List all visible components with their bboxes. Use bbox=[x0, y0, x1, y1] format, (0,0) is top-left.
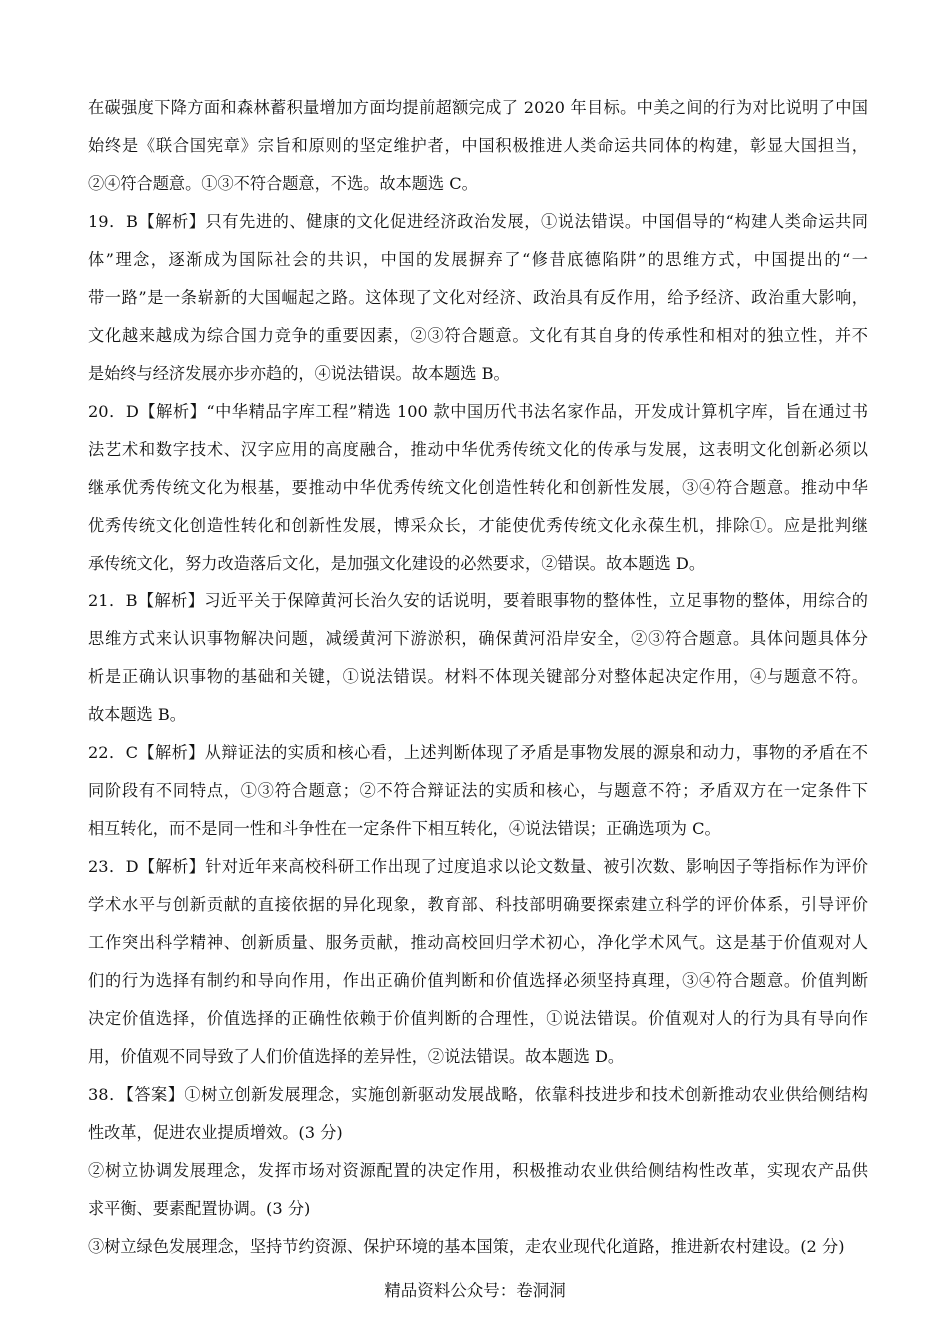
text-line: ③树立绿色发展理念，坚持节约资源、保护环境的基本国策，走农业现代化道路，推进新农村建设。(2 分) bbox=[88, 1237, 845, 1256]
question-23-line: 23．D【解析】针对近年来高校科研工作出现了过度追求以论文数量、被引次数、影响因子等指标作为评价 bbox=[88, 857, 868, 876]
text-line: 是始终与经济发展亦步亦趋的，④说法错误。故本题选 B。 bbox=[88, 364, 510, 383]
text-line: ②树立协调发展理念，发挥市场对资源配置的决定作用，积极推动农业供给侧结构性改革，实现农产品供 bbox=[88, 1161, 868, 1180]
text-line: ②④符合题意。①③不符合题意，不选。故本题选 C。 bbox=[88, 174, 478, 193]
text-line: 在碳强度下降方面和森林蓄积量增加方面均提前超额完成了 2020 年目标。中美之间的行为对比说明了中国 bbox=[88, 98, 868, 117]
text-line: 性改革，促进农业提质增效。(3 分) bbox=[88, 1123, 343, 1142]
question-19-line: 19．B【解析】只有先进的、健康的文化促进经济政治发展，①说法错误。中国倡导的“构建人类命运共同 bbox=[88, 212, 868, 231]
text-line: 体”理念，逐渐成为国际社会的共识，中国的发展摒弃了“修昔底德陷阱”的思维方式，中国提出的“一 bbox=[88, 250, 868, 269]
page-footer: 精品资料公众号：卷洞洞 bbox=[384, 1281, 566, 1300]
text-line: 同阶段有不同特点，①③符合题意；②不符合辩证法的实质和核心，与题意不符；矛盾双方在一定条件下 bbox=[88, 781, 868, 800]
text-line: 始终是《联合国宪章》宗旨和原则的坚定维护者，中国积极推进人类命运共同体的构建，彰显大国担当， bbox=[88, 136, 868, 155]
text-line: 工作突出科学精神、创新质量、服务贡献，推动高校回归学术初心，净化学术风气。这是基于价值观对人 bbox=[88, 933, 868, 952]
text-line: 承传统文化，努力改造落后文化，是加强文化建设的必然要求，②错误。故本题选 D。 bbox=[88, 554, 706, 573]
text-line: 求平衡、要素配置协调。(3 分) bbox=[88, 1199, 311, 1218]
question-38-line: 38．【答案】①树立创新发展理念，实施创新驱动发展战略，依靠科技进步和技术创新推动农业供给侧结构 bbox=[88, 1085, 868, 1104]
question-21-line: 21．B【解析】习近平关于保障黄河长治久安的话说明，要着眼事物的整体性，立足事物的整体，用综合的 bbox=[88, 591, 868, 610]
question-22-line: 22．C【解析】从辩证法的实质和核心看，上述判断体现了矛盾是事物发展的源泉和动力，事物的矛盾在不 bbox=[88, 743, 868, 762]
text-line: 决定价值选择，价值选择的正确性依赖于价值判断的合理性，①说法错误。价值观对人的行为具有导向作 bbox=[88, 1009, 868, 1028]
text-line: 故本题选 B。 bbox=[88, 705, 186, 724]
text-line: 法艺术和数字技术、汉字应用的高度融合，推动中华优秀传统文化的传承与发展，这表明文化创新必须以 bbox=[88, 440, 868, 459]
text-line: 学术水平与创新贡献的直接依据的异化现象，教育部、科技部明确要探索建立科学的评价体系，引导评价 bbox=[88, 895, 868, 914]
text-line: 相互转化，而不是同一性和斗争性在一定条件下相互转化，④说法错误；正确选项为 C。 bbox=[88, 819, 721, 838]
text-line: 思维方式来认识事物解决问题，减缓黄河下游淤积，确保黄河沿岸安全，②③符合题意。具体问题具体分 bbox=[88, 629, 868, 648]
text-line: 用，价值观不同导致了人们价值选择的差异性，②说法错误。故本题选 D。 bbox=[88, 1047, 625, 1066]
text-line: 优秀传统文化创造性转化和创新性发展，博采众长，才能使优秀传统文化永葆生机，排除①。应是批判继 bbox=[88, 516, 868, 535]
text-line: 带一路”是一条崭新的大国崛起之路。这体现了文化对经济、政治具有反作用，给予经济、政治重大影响， bbox=[88, 288, 868, 307]
question-20-line: 20．D【解析】“中华精品字库工程”精选 100 款中国历代书法名家作品，开发成计算机字库，旨在通过书 bbox=[88, 402, 868, 421]
text-line: 继承优秀传统文化为根基，要推动中华优秀传统文化创造性转化和创新性发展，③④符合题意。推动中华 bbox=[88, 478, 868, 497]
text-line: 文化越来越成为综合国力竞争的重要因素，②③符合题意。文化有其自身的传承性和相对的独立性，并不 bbox=[88, 326, 868, 345]
text-line: 们的行为选择有制约和导向作用，作出正确价值判断和价值选择必须坚持真理，③④符合题意。价值判断 bbox=[88, 971, 868, 990]
text-line: 析是正确认识事物的基础和关键，①说法错误。材料不体现关键部分对整体起决定作用，④与题意不符。 bbox=[88, 667, 868, 686]
